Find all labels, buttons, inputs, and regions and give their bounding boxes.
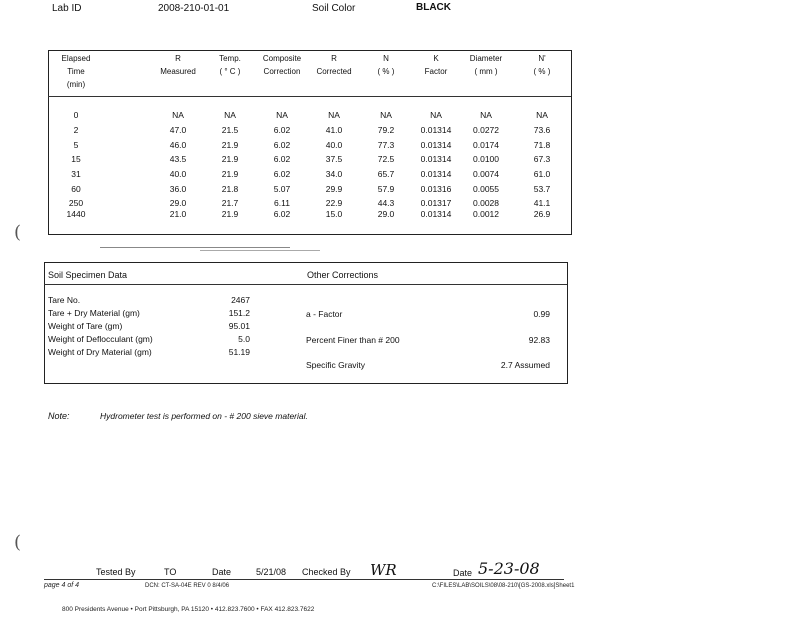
table-cell: 21.9 <box>221 169 239 179</box>
table-cell: NA <box>536 110 548 120</box>
table-cell: NA <box>328 110 340 120</box>
file-path: C:\FILES\LAB\SOILS\08\08-210\[GS-2008.xls]Sheet1 <box>432 583 575 589</box>
table-cell: 21.9 <box>221 140 239 150</box>
column-header: R <box>175 54 181 63</box>
correction-value: 92.83 <box>528 335 550 345</box>
table-cell: 15.0 <box>325 209 343 219</box>
table-cell: 65.7 <box>377 169 395 179</box>
date-value: 5/21/08 <box>256 567 287 577</box>
table-cell: 41.0 <box>325 125 343 135</box>
column-header: Corrected <box>316 67 352 76</box>
table-cell: 6.02 <box>273 209 291 219</box>
table-cell: 71.8 <box>533 140 551 150</box>
column-header: R <box>331 54 337 63</box>
table-cell: 5.07 <box>273 184 291 194</box>
table-cell: 29.0 <box>169 198 187 208</box>
date-label: Date <box>212 567 232 577</box>
page-label: page 4 of 4 <box>44 582 80 589</box>
column-header: N' <box>538 54 546 63</box>
scan-artifact <box>200 250 320 251</box>
table-cell: 34.0 <box>325 169 343 179</box>
column-header: Time <box>67 67 85 76</box>
tested-by-label: Tested By <box>96 567 136 577</box>
table-cell: 21.7 <box>221 198 239 208</box>
column-header: Temp. <box>219 54 241 63</box>
table-cell: 0.01316 <box>420 184 452 194</box>
date2-handwritten: 5-23-08 <box>478 559 540 578</box>
column-header: K <box>433 54 439 63</box>
correction-label: Percent Finer than # 200 <box>306 335 400 345</box>
table-cell: 72.5 <box>377 154 395 164</box>
table-cell: 43.5 <box>169 154 187 164</box>
table-cell: 6.02 <box>273 140 291 150</box>
table-cell: NA <box>380 110 392 120</box>
table-cell: NA <box>480 110 492 120</box>
checked-by-signature: WR <box>370 561 397 579</box>
tested-by-value: TO <box>164 567 177 577</box>
specimen-value: 95.01 <box>228 321 250 331</box>
scan-artifact <box>100 247 290 248</box>
table-cell: 250 <box>68 198 84 208</box>
table-cell: 21.9 <box>221 209 239 219</box>
table-cell: 5 <box>73 140 79 150</box>
column-header: ( % ) <box>377 67 395 76</box>
table-cell: 47.0 <box>169 125 187 135</box>
specimen-label: Tare + Dry Material (gm) <box>48 308 140 318</box>
table-cell: 40.0 <box>325 140 343 150</box>
table-cell: 36.0 <box>169 184 187 194</box>
scan-mark: ( <box>14 532 22 553</box>
table-cell: 0.01314 <box>420 169 452 179</box>
column-header: Correction <box>263 67 301 76</box>
table-cell: 77.3 <box>377 140 395 150</box>
column-header: ( % ) <box>533 67 551 76</box>
table-cell: 21.0 <box>169 209 187 219</box>
table-cell: 15 <box>71 154 81 164</box>
table-cell: 73.6 <box>533 125 551 135</box>
specimen-label: Weight of Tare (gm) <box>48 321 123 331</box>
table-header-divider <box>48 96 571 97</box>
soil-color-value: BLACK <box>416 2 451 13</box>
correction-label: Specific Gravity <box>306 360 366 370</box>
table-cell: 29.0 <box>377 209 395 219</box>
specimen-title: Soil Specimen Data <box>48 270 128 280</box>
specimen-value: 2467 <box>231 295 250 305</box>
table-cell: 57.9 <box>377 184 395 194</box>
specimen-label: Weight of Dry Material (gm) <box>48 347 152 357</box>
table-cell: 0.0074 <box>473 169 499 179</box>
table-cell: 67.3 <box>533 154 551 164</box>
correction-value: 2.7 Assumed <box>500 360 550 370</box>
table-cell: 46.0 <box>169 140 187 150</box>
table-cell: 41.1 <box>533 198 551 208</box>
table-cell: 0.01314 <box>420 154 452 164</box>
column-header: Composite <box>262 54 302 63</box>
table-cell: 21.8 <box>221 184 239 194</box>
table-cell: 44.3 <box>377 198 395 208</box>
column-header: ( mm ) <box>474 67 498 76</box>
table-cell: NA <box>276 110 288 120</box>
specimen-label: Tare No. <box>48 295 81 305</box>
table-cell: 6.02 <box>273 125 291 135</box>
table-cell: 2 <box>73 125 79 135</box>
table-cell: 0.01314 <box>420 140 452 150</box>
note-label: Note: <box>48 411 70 421</box>
lab-id-label: Lab ID <box>52 3 82 14</box>
column-header: Factor <box>424 67 448 76</box>
table-cell: 0.0174 <box>473 140 499 150</box>
address-line: 800 Presidents Avenue • Port Pittsburgh, PA 15120 • 412.823.7600 • FAX 412.823.7622 <box>62 606 315 613</box>
specimen-value: 5.0 <box>238 334 250 344</box>
table-cell: 26.9 <box>533 209 551 219</box>
table-cell: 40.0 <box>169 169 187 179</box>
column-header: Measured <box>160 67 196 76</box>
table-cell: 0.01314 <box>420 125 452 135</box>
table-cell: 31 <box>71 169 81 179</box>
table-cell: 0.0012 <box>473 209 499 219</box>
table-cell: NA <box>430 110 442 120</box>
table-cell: 0.0272 <box>473 125 499 135</box>
table-cell: 37.5 <box>325 154 343 164</box>
table-cell: NA <box>172 110 184 120</box>
checked-by-label: Checked By <box>302 567 351 577</box>
table-cell: 0.0055 <box>473 184 499 194</box>
table-cell: 53.7 <box>533 184 551 194</box>
table-cell: 60 <box>71 184 81 194</box>
other-corrections-title: Other Corrections <box>307 270 379 280</box>
column-header: Elapsed <box>61 54 91 63</box>
doc-code: DCN: CT-SA-04E REV 0 8/4/06 <box>145 583 230 589</box>
column-header: N <box>383 54 389 63</box>
column-header: ( ° C ) <box>219 67 241 76</box>
table-cell: 21.5 <box>221 125 239 135</box>
table-cell: 29.9 <box>325 184 343 194</box>
soil-color-label: Soil Color <box>312 3 356 14</box>
correction-label: a - Factor <box>306 309 343 319</box>
table-cell: 21.9 <box>221 154 239 164</box>
table-cell: 61.0 <box>533 169 551 179</box>
table-cell: 79.2 <box>377 125 395 135</box>
specimen-value: 51.19 <box>228 347 250 357</box>
note-text: Hydrometer test is performed on - # 200 sieve material. <box>100 411 308 421</box>
table-cell: 1440 <box>66 209 86 219</box>
lab-id-value: 2008-210-01-01 <box>158 3 230 14</box>
table-cell: 6.11 <box>274 198 290 208</box>
scan-mark: ( <box>14 222 22 243</box>
table-cell: 0.0100 <box>473 154 499 164</box>
table-cell: 6.02 <box>273 169 291 179</box>
table-cell: 0 <box>73 110 79 120</box>
table-cell: NA <box>224 110 236 120</box>
specimen-header-divider <box>44 284 567 285</box>
table-cell: 0.01317 <box>420 198 452 208</box>
specimen-value: 151.2 <box>228 308 250 318</box>
correction-value: 0.99 <box>533 309 550 319</box>
specimen-label: Weight of Deflocculant (gm) <box>48 334 153 344</box>
footer-rule <box>44 579 564 580</box>
table-cell: 0.0028 <box>473 198 499 208</box>
table-cell: 0.01314 <box>420 209 452 219</box>
table-cell: 6.02 <box>273 154 291 164</box>
date2-label: Date <box>453 568 473 578</box>
column-header: Diameter <box>469 54 503 63</box>
column-header: (min) <box>66 80 86 89</box>
table-cell: 22.9 <box>325 198 343 208</box>
